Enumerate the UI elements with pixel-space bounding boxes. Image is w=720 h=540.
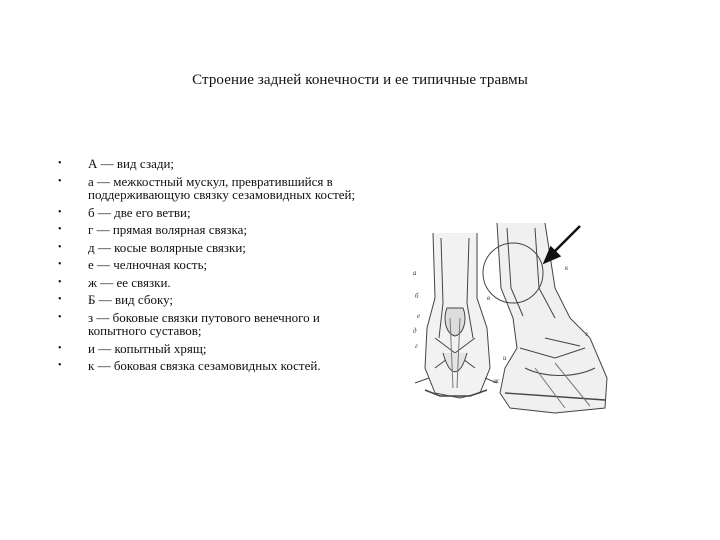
bullet-text: д — косые волярные связки; [88, 239, 246, 255]
bullet-dot: • [58, 158, 62, 169]
figure-label-e: е [417, 312, 421, 320]
list-item [58, 258, 358, 272]
figure-label-d: д [413, 327, 417, 335]
bullet-text: б — две его ветви; [88, 204, 191, 220]
bullet-text: и — копытный хрящ; [88, 340, 207, 356]
list-item [58, 175, 358, 202]
bullet-text: к — боковая связка сезамовидных костей. [88, 358, 321, 373]
figure-label-a: а [413, 269, 417, 277]
figure-label-v: в [487, 294, 491, 302]
list-item [58, 241, 358, 255]
bullet-dot: • [58, 241, 62, 253]
list-item [58, 359, 358, 373]
list-item [58, 276, 358, 290]
figure-label-zh: ж [493, 377, 500, 385]
bullet-dot: • [58, 294, 62, 305]
bullet-text: з — боковые связки путового венечного и копытного суставов; [88, 309, 320, 338]
bullet-dot: • [58, 206, 62, 218]
bullet-text: е — челночная кость; [88, 257, 208, 272]
figure-label-i: и [503, 354, 507, 362]
bullet-dot: • [58, 175, 62, 187]
figure-label-b: б [415, 292, 419, 300]
bullet-text: г — прямая волярная связка; [88, 222, 248, 237]
bullet-dot: • [58, 276, 62, 288]
anatomical-limb-illustration [405, 218, 615, 423]
bullet-text: Б — вид сбоку; [88, 292, 174, 307]
figure-label-z: з [585, 330, 588, 338]
list-item [58, 223, 358, 237]
anatomy-figure [405, 218, 615, 423]
bullet-dot: • [58, 311, 62, 323]
bullet-dot: • [58, 259, 62, 270]
bullet-dot: • [58, 342, 62, 354]
list-item [58, 206, 358, 220]
slide-title: Строение задней конечности и ее типичные травмы [192, 72, 528, 88]
figure-label-k: к [565, 264, 569, 272]
list-item [58, 293, 358, 307]
bullet-text: ж — ее связки. [88, 274, 171, 290]
figure-label-g: г [415, 342, 418, 350]
bullet-text: а — межкостный мускул, превратившийся в поддерживающую связку сезамовидных костей; [88, 173, 356, 202]
bullet-text: А — вид сзади; [88, 156, 175, 171]
list-item [58, 311, 358, 338]
list-item [58, 157, 358, 171]
bullet-dot: • [58, 224, 62, 235]
list-item [58, 342, 358, 356]
bullet-list [58, 157, 358, 377]
bullet-dot: • [58, 360, 62, 371]
